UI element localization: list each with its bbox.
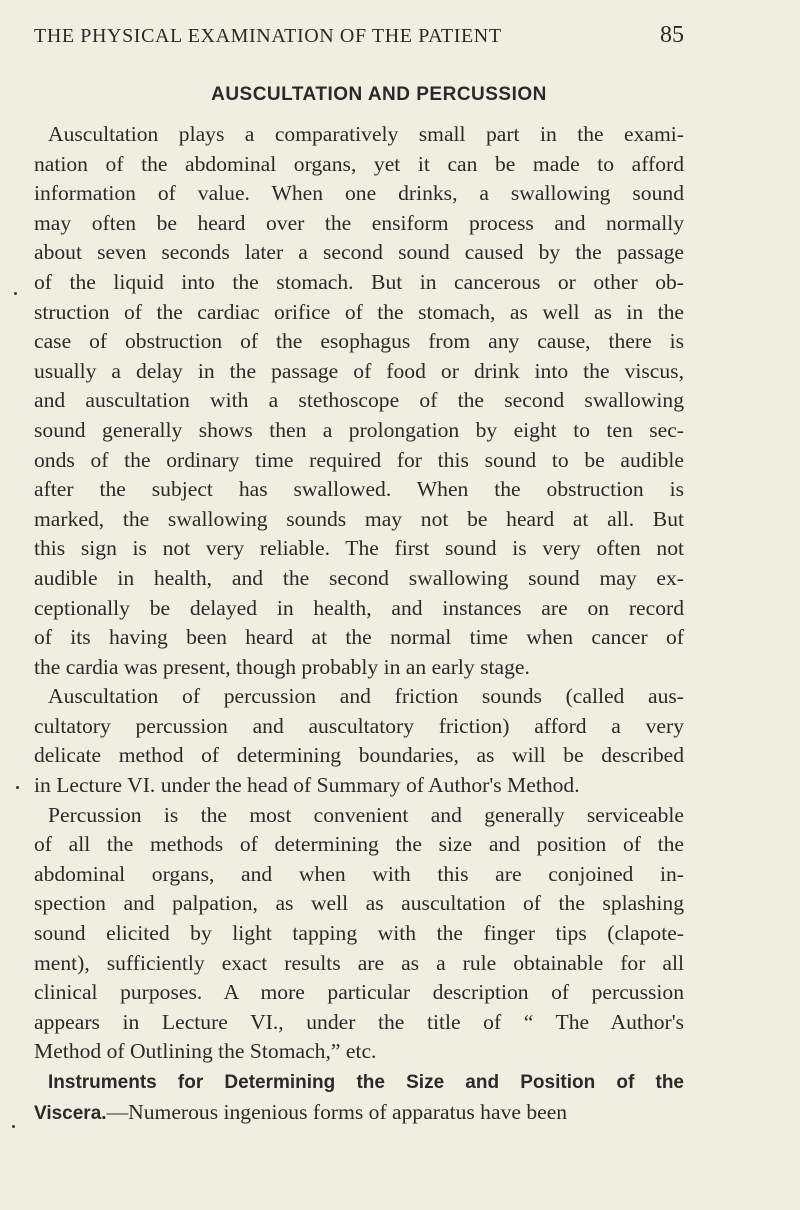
- page-number: 85: [660, 22, 684, 48]
- running-header: [34, 22, 684, 56]
- paragraph-instruments: [34, 1067, 684, 1128]
- text-line: spection and palpation, as well as auscultation of the splashing: [34, 891, 684, 916]
- text-line: cultatory percussion and auscultatory friction) afford a very: [34, 713, 684, 738]
- text-line: sound generally shows then a prolongation by eight to ten sec-: [34, 417, 684, 442]
- text-line: Auscultation plays a comparatively small part in the exami-: [48, 122, 684, 146]
- margin-speck: [12, 1125, 15, 1128]
- text-line: this sign is not very reliable. The first sound is very often not: [34, 536, 684, 561]
- paragraph-percussion: [34, 801, 684, 1067]
- text-line: information of value. When one drinks, a swallowing sound: [34, 181, 684, 206]
- text-line: sound elicited by light tapping with the finger tips (clapote-: [34, 921, 684, 946]
- margin-speck: [16, 786, 19, 789]
- text-line: the cardia was present, though probably in an early stage.: [34, 654, 530, 679]
- text-line: in Lecture VI. under the head of Summary of Author's Method.: [34, 773, 580, 798]
- text-line: about seven seconds later a second sound caused by the passage: [34, 240, 684, 265]
- text-line: appears in Lecture VI., under the title of “ The Author's: [34, 1009, 684, 1034]
- running-title: THE PHYSICAL EXAMINATION OF THE PATIENT: [34, 25, 502, 47]
- text-line: may often be heard over the ensiform process and normally: [34, 210, 684, 235]
- text-line: onds of the ordinary time required for this sound to be audible: [34, 447, 684, 472]
- text-line: of all the methods of determining the size and position of the: [34, 832, 684, 857]
- text-line: of the liquid into the stomach. But in cancerous or other ob-: [34, 269, 684, 294]
- text-line: struction of the cardiac orifice of the stomach, as well as in the: [34, 299, 684, 324]
- text-line: abdominal organs, and when with this are conjoined in-: [34, 861, 684, 886]
- text-line: after the subject has swallowed. When the obstruction is: [34, 477, 684, 502]
- paragraph-auscultation: [34, 120, 684, 682]
- text-line: clinical purposes. A more particular description of percussion: [34, 980, 684, 1005]
- document-page: [34, 22, 684, 1128]
- text-line: ceptionally be delayed in health, and instances are on record: [34, 595, 684, 620]
- text-line: usually a delay in the passage of food or drink into the viscus,: [34, 358, 684, 383]
- subheading-instruments: Instruments for Determining the Size and Position of the: [48, 1072, 684, 1093]
- subheading-viscera: Viscera.: [34, 1102, 107, 1124]
- text-line: ment), sufficiently exact results are as a rule obtainable for all: [34, 950, 684, 975]
- margin-speck: [14, 292, 17, 295]
- text-line: Percussion is the most convenient and generally serviceable: [48, 802, 684, 827]
- text-line: case of obstruction of the esophagus from any cause, there is: [34, 329, 684, 354]
- text-line: marked, the swallowing sounds may not be heard at all. But: [34, 506, 684, 531]
- text-line: of its having been heard at the normal time when cancer of: [34, 625, 684, 650]
- paragraph-auscultatory-percussion: [34, 682, 684, 800]
- text-line: Auscultation of percussion and friction sounds (called aus-: [48, 684, 684, 709]
- text-line: [34, 1067, 684, 1098]
- text-line: nation of the abdominal organs, yet it can be made to afford: [34, 151, 684, 176]
- text-line: and auscultation with a stethoscope of the second swallowing: [34, 388, 684, 413]
- text-line: Method of Outlining the Stomach,” etc.: [34, 1039, 377, 1064]
- text-line: audible in health, and the second swallowing sound may ex-: [34, 565, 684, 590]
- text-line: [34, 1098, 684, 1129]
- section-heading: AUSCULTATION AND PERCUSSION: [211, 84, 547, 105]
- text-line: delicate method of determining boundaries, as will be described: [34, 743, 684, 768]
- paragraph-text: —Numerous ingenious forms of apparatus have been: [106, 1099, 568, 1124]
